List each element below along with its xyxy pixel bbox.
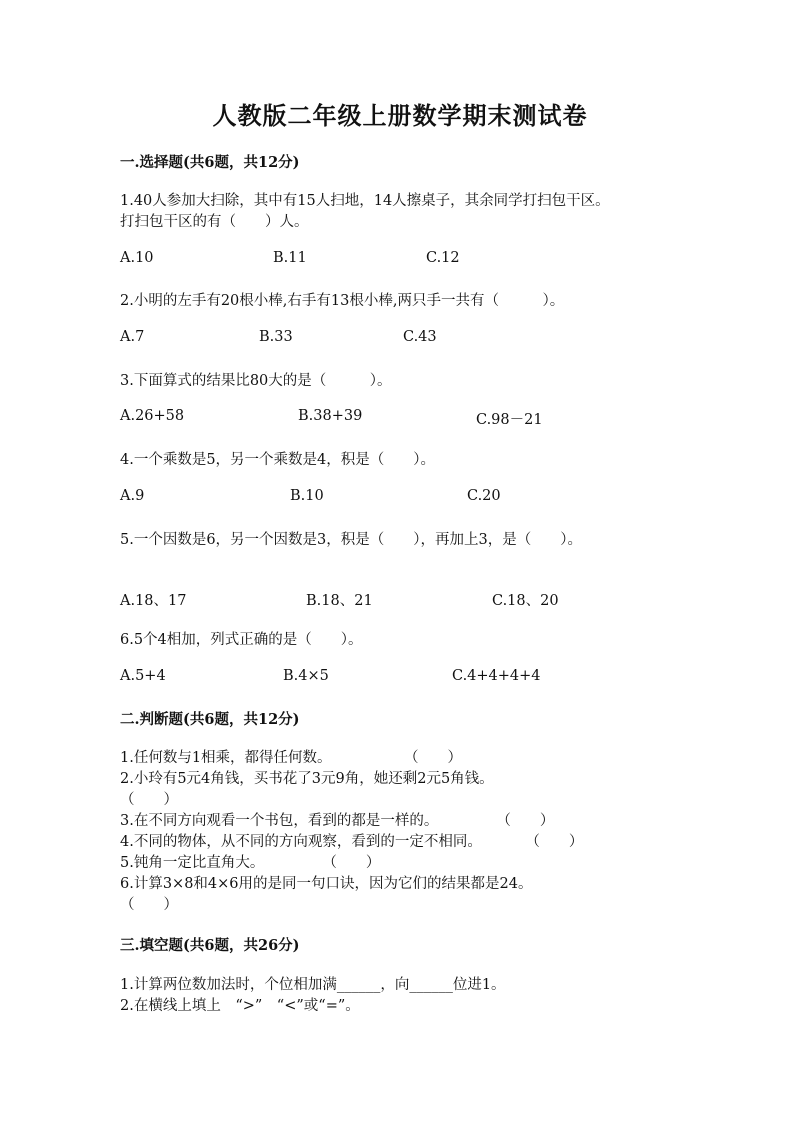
judgement-line-1: 1.任何数与1相乘，都得任何数。 （ ） — [120, 750, 463, 766]
question-4-line-1: 4.一个乘数是5，另一个乘数是4，积是（ ）。 — [120, 452, 436, 468]
question-3-line-1: 3.下面算式的结果比80大的是（ ）。 — [120, 373, 392, 389]
question-1-option-b: B.11 — [273, 250, 307, 266]
judgement-line-8: （ ） — [120, 897, 178, 913]
question-6-option-b: B.4×5 — [283, 668, 329, 684]
judgement-line-7: 6.计算3×8和4×6用的是同一句口诀，因为它们的结果都是24。 — [120, 876, 533, 892]
judgement-line-2: 2.小玲有5元4角钱，买书花了3元9角，她还剩2元5角钱。 — [120, 771, 494, 787]
question-3-option-c: C.98－21 — [476, 412, 543, 428]
question-2-option-a: A.7 — [120, 329, 145, 345]
section-heading-judgement: 二.判断题(共6题，共12分) — [120, 711, 300, 728]
fill-in-line-1: 1.计算两位数加法时，个位相加满______，向______位进1。 — [120, 977, 506, 993]
question-5-option-b: B.18、21 — [306, 593, 373, 609]
question-1-line-1: 1.40人参加大扫除，其中有15人扫地，14人擦桌子，其余同学打扫包干区。 — [120, 193, 610, 209]
judgement-line-3: （ ） — [120, 792, 178, 808]
question-1-option-a: A.10 — [120, 250, 154, 266]
question-5-option-a: A.18、17 — [120, 593, 187, 609]
question-4-option-b: B.10 — [290, 488, 324, 504]
question-2-line-1: 2.小明的左手有20根小棒,右手有13根小棒,两只手一共有（ ）。 — [120, 293, 565, 309]
question-2-option-c: C.43 — [403, 329, 437, 345]
question-3-option-a: A.26+58 — [120, 408, 185, 424]
question-4-option-a: A.9 — [120, 488, 145, 504]
section-heading-fill-in: 三.填空题(共6题，共26分) — [120, 937, 300, 954]
question-1-line-2: 打扫包干区的有（ ）人。 — [120, 214, 309, 230]
question-6-option-a: A.5+4 — [120, 668, 166, 684]
section-heading-choice: 一.选择题(共6题，共12分) — [120, 154, 300, 171]
question-6-line-1: 6.5个4相加，列式正确的是（ ）。 — [120, 632, 363, 648]
judgement-line-4: 3.在不同方向观看一个书包，看到的都是一样的。 （ ） — [120, 813, 555, 829]
judgement-line-6: 5.钝角一定比直角大。 （ ） — [120, 855, 381, 871]
question-5-option-c: C.18、20 — [492, 593, 559, 609]
question-6-option-c: C.4+4+4+4 — [452, 668, 541, 684]
question-3-option-b: B.38+39 — [298, 408, 363, 424]
question-5-line-1: 5.一个因数是6，另一个因数是3，积是（ ），再加上3，是（ ）。 — [120, 532, 583, 548]
judgement-line-5: 4.不同的物体，从不同的方向观察，看到的一定不相同。 （ ） — [120, 834, 584, 850]
question-1-option-c: C.12 — [426, 250, 460, 266]
question-4-option-c: C.20 — [467, 488, 501, 504]
fill-in-line-2: 2.在横线上填上 “>” “<”或“=”。 — [120, 998, 360, 1014]
question-2-option-b: B.33 — [259, 329, 293, 345]
page-title: 人教版二年级上册数学期末测试卷 — [212, 101, 588, 130]
